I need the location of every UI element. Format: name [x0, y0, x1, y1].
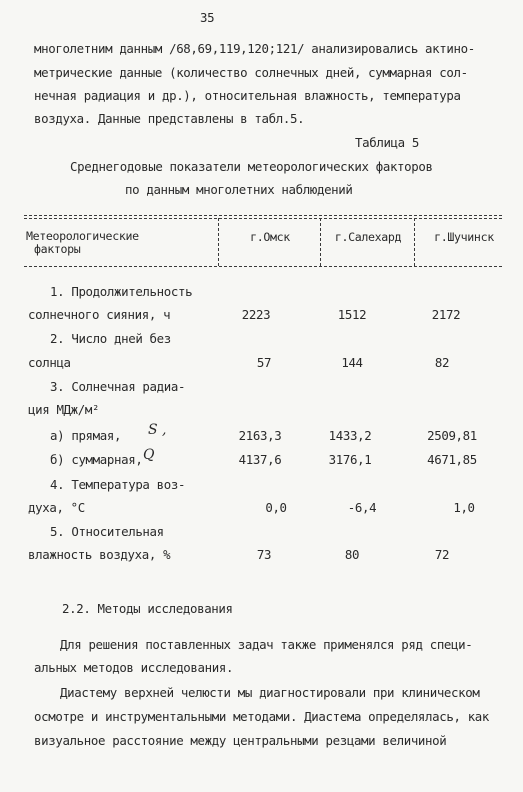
- table-title-line-1: Среднегодовые показатели метеорологических факторов: [70, 159, 433, 174]
- row-total-omsk: 4137,6: [238, 452, 282, 467]
- intro-line-2: метрические данные (количество солнечных дней, суммарная сол-: [34, 65, 468, 80]
- row-5-salekhard: 80: [344, 547, 360, 562]
- row-4-salekhard: -6,4: [347, 500, 377, 515]
- column-divider-1: [218, 218, 219, 266]
- column-divider-2: [320, 218, 321, 266]
- row-5-label-line-1: 5. Относительная: [50, 524, 164, 539]
- para1-line-1: Для решения поставленных задач также применялся ряд специ-: [60, 637, 473, 652]
- table-header-rule: [24, 266, 502, 267]
- row-4-shuchinsk: 1,0: [453, 500, 475, 515]
- row-1-salekhard: 1512: [337, 307, 367, 322]
- para2-line-3: визуальное расстояние между центральными резцами величиной: [34, 733, 447, 748]
- table-top-rule: [24, 215, 502, 216]
- row-5-shuchinsk: 72: [434, 547, 450, 562]
- header-factors-line-1: Метеорологические: [26, 229, 139, 243]
- row-direct-shuchinsk: 2509,81: [427, 428, 477, 443]
- row-total-label: б) суммарная,: [50, 452, 143, 467]
- row-3-label-line-1: 3. Солнечная радиа-: [50, 379, 186, 394]
- row-2-omsk: 57: [256, 355, 272, 370]
- section-title: 2.2. Методы исследования: [62, 601, 233, 616]
- row-1-label-line-1: 1. Продолжительность: [50, 284, 193, 299]
- direct-radiation-symbol: S ,: [148, 422, 167, 438]
- row-2-label-line-2: солнца: [28, 355, 71, 370]
- row-2-shuchinsk: 82: [434, 355, 450, 370]
- intro-line-3: нечная радиация и др.), относительная влажность, температура: [34, 88, 461, 103]
- para1-line-2: альных методов исследования.: [34, 660, 234, 675]
- row-2-label-line-1: 2. Число дней без: [50, 331, 171, 346]
- total-radiation-symbol: Q: [143, 447, 155, 463]
- row-5-label-line-2: влажность воздуха, %: [28, 547, 171, 562]
- para2-line-2: осмотре и инструментальными методами. Диастема определялась, как: [34, 709, 490, 724]
- header-shuchinsk: г.Шучинск: [434, 230, 494, 244]
- row-1-label-line-2: солнечного сияния, ч: [28, 307, 171, 322]
- row-4-label-line-2: духа, °С: [28, 500, 85, 515]
- header-factors-line-2: факторы: [34, 242, 81, 256]
- row-1-omsk: 2223: [241, 307, 271, 322]
- row-4-label-line-1: 4. Температура воз-: [50, 477, 186, 492]
- table-label: Таблица 5: [355, 135, 419, 150]
- row-2-salekhard: 144: [341, 355, 363, 370]
- header-omsk: г.Омск: [250, 230, 290, 244]
- table-title-line-2: по данным многолетних наблюдений: [125, 182, 353, 197]
- column-divider-3: [414, 218, 415, 266]
- row-5-omsk: 73: [256, 547, 272, 562]
- row-1-shuchinsk: 2172: [431, 307, 461, 322]
- row-3-label-line-2: ция МДж/м²: [28, 402, 100, 417]
- row-total-salekhard: 3176,1: [328, 452, 372, 467]
- intro-line-1: многолетним данным /68,69,119,120;121/ анализировались актино-: [34, 41, 475, 56]
- row-total-shuchinsk: 4671,85: [427, 452, 477, 467]
- header-salekhard: г.Салехард: [334, 230, 402, 244]
- para2-line-1: Диастему верхней челюсти мы диагностировали при клиническом: [60, 685, 480, 700]
- intro-line-4: воздуха. Данные представлены в табл.5.: [34, 111, 305, 126]
- row-direct-salekhard: 1433,2: [328, 428, 372, 443]
- page-number: 35: [200, 10, 215, 25]
- table-top-rule-2: [24, 218, 502, 219]
- row-direct-omsk: 2163,3: [238, 428, 282, 443]
- row-direct-label: а) прямая,: [50, 428, 122, 443]
- row-4-omsk: 0,0: [265, 500, 287, 515]
